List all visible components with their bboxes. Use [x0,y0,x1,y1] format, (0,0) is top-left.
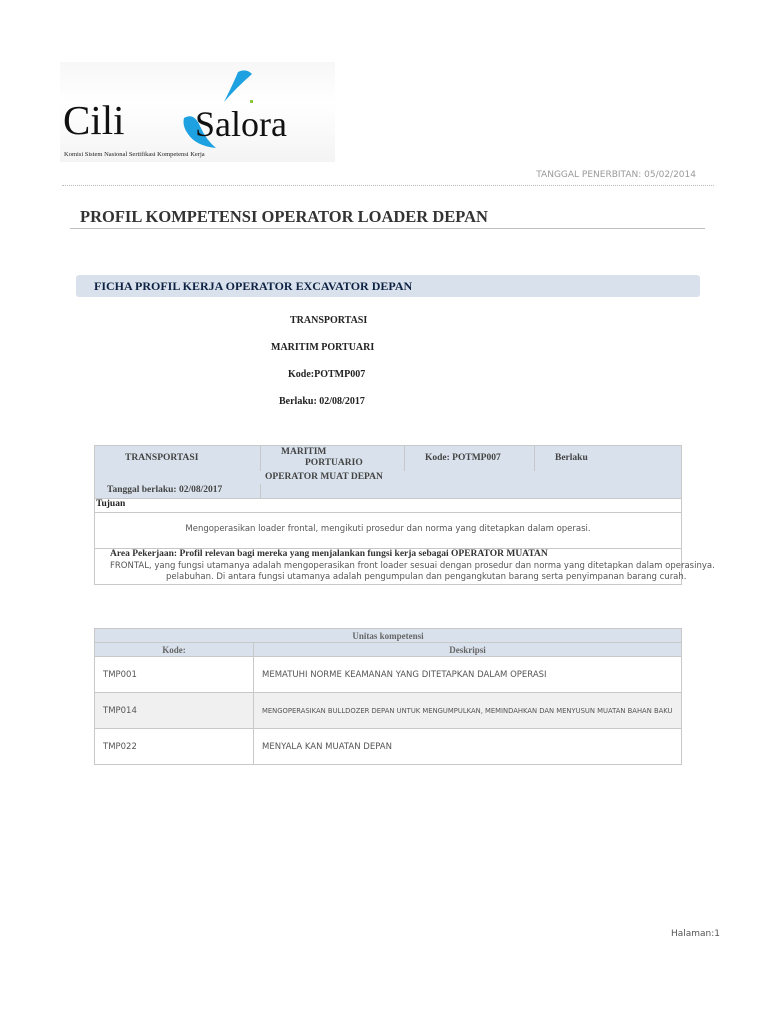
info-subsector-line1: MARITIM [281,447,327,457]
info-area-row [95,548,715,584]
info-area-label: Area Pekerjaan: Profil relevan bagi mereka yang menjalankan fungsi kerja sebagai OPERATOR MUATAN [110,549,548,559]
table-row [95,657,682,693]
meta-code: Kode:POTMP007 [288,369,366,380]
info-purpose-label-row [95,498,681,513]
section-bar [76,275,700,297]
meta-sector: TRANSPORTASI [290,315,368,326]
header-divider [62,185,714,186]
unit-desc: MENGOPERASIKAN BULLDOZER DEPAN UNTUK MENGUMPULKAN, MEMINDAHKAN DAN MENYUSUN MUATAN BAHAN BAKU [254,693,682,729]
info-sector: TRANSPORTASI [125,453,199,463]
info-date-cell [95,484,261,498]
info-header-row [95,446,681,472]
info-date-row [95,484,681,499]
info-cell-code [405,446,535,471]
issue-date: TANGGAL PENERBITAN: 05/02/2014 [536,170,696,180]
units-title-row [95,629,682,643]
title-rule [70,228,705,229]
unit-code: TMP014 [95,693,254,729]
units-col-code: Kode: [95,643,254,657]
units-col-desc: Deskripsi [254,643,682,657]
units-title: Unitas kompetensi [95,629,682,643]
unit-desc: MEMATUHI NORME KEAMANAN YANG DITETAPKAN DALAM OPERASI [254,657,682,693]
unit-code: TMP022 [95,729,254,765]
logo-right-text: Salora [195,104,287,144]
table-row [95,693,682,729]
info-cell-subsector [261,446,405,471]
page-title: PROFIL KOMPETENSI OPERATOR LOADER DEPAN [80,207,488,226]
logo [60,62,335,162]
units-table [94,628,682,765]
table-row [95,729,682,765]
logo-subtitle: Komisi Sistem Nasional Sertifikasi Kompetensi Kerja [64,151,205,158]
info-table [94,445,715,585]
info-occupation-row [95,471,681,485]
logo-left-text: Cili [63,97,125,143]
info-purpose-row [95,512,681,549]
info-purpose-label: Tujuan [96,499,126,509]
info-valid-label: Berlaku [555,453,588,463]
info-cell-valid [535,446,681,471]
info-area-line3: pelabuhan. Di antara fungsi utamanya adalah pengumpulan dan pengangkutan barang serta penyimpanan barang curah. [166,572,687,582]
meta-valid: Berlaku: 02/08/2017 [279,396,365,407]
info-occupation: OPERATOR MUAT DEPAN [265,472,383,482]
info-code: Kode: POTMP007 [425,453,501,463]
section-title: FICHA PROFIL KERJA OPERATOR EXCAVATOR DEPAN [94,279,413,293]
unit-code: TMP001 [95,657,254,693]
unit-desc: MENYALA KAN MUATAN DEPAN [254,729,682,765]
info-valid-date: Tanggal berlaku: 02/08/2017 [107,485,223,495]
info-purpose-text: Mengoperasikan loader frontal, mengikuti prosedur dan norma yang ditetapkan dalam operasi. [185,524,591,534]
info-area-line2: FRONTAL, yang fungsi utamanya adalah mengoperasikan front loader sesuai dengan prosedur dan norma yang ditetapkan dalam operasinya. [110,561,715,571]
meta-subsector: MARITIM PORTUARI [271,342,375,353]
units-header-row [95,643,682,657]
info-subsector-line2: PORTUARIO [305,458,363,468]
page-number: Halaman:1 [670,929,720,939]
info-cell-sector [95,446,261,471]
